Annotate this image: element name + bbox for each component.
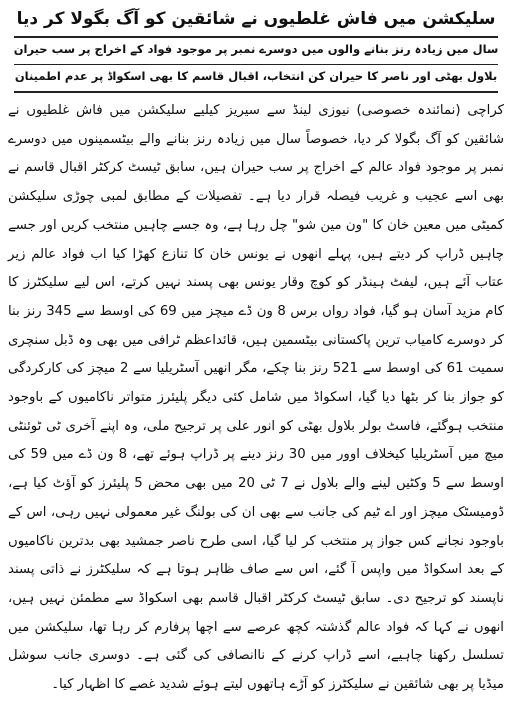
- divider: [14, 91, 498, 93]
- article-body: [8, 97, 504, 700]
- headline-main: سلیکشن میں فاش غلطیوں نے شائقین کو آگ بگولا کر دیا: [16, 9, 496, 29]
- article-paragraph: کراچی (نمائندہ خصوصی) نیوزی لینڈ سے سیریز کیلیے سلیکشن میں فاش غلطیوں نے شائقین کو آگ بگولا کر دیا، خصوصاً سال میں زیادہ رنز بنانے والے بیٹسمینوں میں دوسرے نمبر پر موجود فواد عالم کے اخراج پر سب حیران ہیں، سابق ٹیسٹ کرکٹر اقبال قاسم نے بھی اسے عجیب و غریب فیصلہ قرار دیا ہے۔ تفصیلات کے مطابق لمبی چوڑی سلیکشن کمیٹی میں معین خان کا "ون مین شو" چل رہا ہے، وہ جسے چاہیں منتخب کریں اور جسے چاہیں ڈراپ کر دیتے ہیں، پہلے انھوں نے یونس خان کا تنازع کھڑا کیا اب فواد عالم زیر عتاب آئے ہیں، لیفٹ ہینڈر کو کوچ وقار یونس بھی پسند نہیں کرتے، اس لیے سلیکٹرز کا کام مزید آسان ہو گیا، فواد رواں برس 8 ون ڈے میچز میں 69 کی اوسط سے 345 رنز بنا کر دوسرے کامیاب ترین پاکستانی بیٹسمین ہیں، قائداعظم ٹرافی میں بھی وہ ڈبل سنچری سمیت 61 کی اوسط سے 521 رنز بنا چکے، مگر انھیں آسٹریلیا سے 2 میچز کی کارکردگی کو جواز بنا کر بٹھا دیا گیا، اسکواڈ میں شامل کئی دیگر پلیئرز متواتر ناکامیوں کے باوجود منتخب ہوگئے، فاسٹ بولر بلاول بھٹی کو انور علی پر ترجیح ملی، وہ اپنے آخری ٹی ٹوئنٹی میچ میں آسٹریلیا کیخلاف اوور میں 30 رنز دینے پر ڈراپ ہوئے تھے، 8 ون ڈے میں 59 کی اوسط سے 5 وکٹیں لینے والے بلاول نے 7 ٹی 20 میں بھی محض 5 پلیئرز کو آؤٹ کیا ہے، ڈومیسٹک میچز اور اے ٹیم کی جانب سے بھی ان کی بولنگ غیر معمولی نہیں رہی، اس کے باوجود نجانے کس جواز پر منتخب کر لیا گیا، اسی طرح ناصر جمشید بھی بدترین ناکامیوں کے بعد اسکواڈ میں واپس آ گئے، اس سے صاف ظاہر ہوتا ہے کہ سلیکٹرز نے ذاتی پسند ناپسند کو ترجیح دی۔ سابق ٹیسٹ کرکٹر اقبال قاسم بھی اسکواڈ سے مطمئن نہیں ہیں، انھوں نے کہا کہ فواد عالم گذشتہ کچھ عرصے سے اچھا پرفارم کر رہا تھا، سلیکشن میں تسلسل رکھنا چاہیے، اسے ڈراپ کرنے کے ناانصافی کی گئی ہے۔ دوسری جانب سوشل میڈیا پر بھی شائقین نے سلیکٹرز کو آڑے ہاتھوں لیتے ہوئے شدید غصے کا اظہار کیا۔: [8, 102, 505, 693]
- headline-sub-1: سال میں زیادہ رنز بنانے والوں میں دوسرے نمبر پر موجود فواد کے اخراج پر سب حیران: [13, 42, 499, 57]
- headline-sub-2: بلاول بھٹی اور ناصر کا حیران کن انتخاب، اقبال قاسم کا بھی اسکواڈ پر عدم اطمینان: [14, 69, 498, 84]
